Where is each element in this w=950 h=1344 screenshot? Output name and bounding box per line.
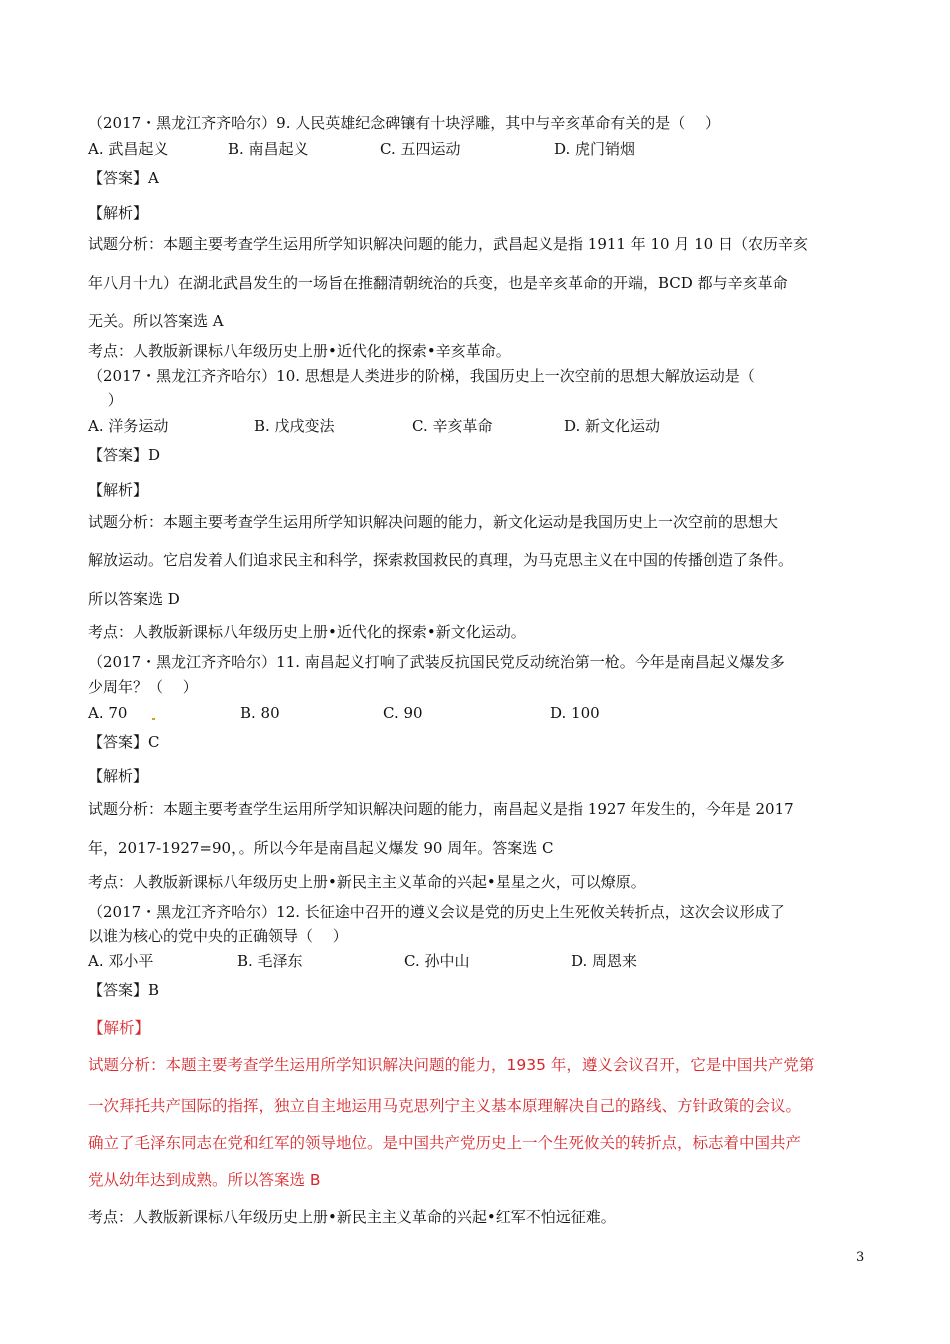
decorative-dot	[152, 718, 155, 720]
q9-option-b: B. 南昌起义	[228, 140, 309, 158]
q11-answer: 【答案】C	[88, 733, 160, 751]
q11-option-b: B. 80	[240, 704, 280, 722]
q12-analysis-line-4: 党从幼年达到成熟。所以答案选 B	[88, 1171, 321, 1189]
q10-analysis-line-2: 解放运动。它启发着人们追求民主和科学，探索救国救民的真理，为马克思主义在中国的传播创造了条件。	[88, 551, 794, 569]
q12-stem-line-2: 以谁为核心的党中央的正确领导（ ）	[88, 927, 348, 945]
q10-analysis-line-1: 试题分析：本题主要考查学生运用所学知识解决问题的能力，新文化运动是我国历史上一次空前的思想大	[88, 513, 779, 531]
q10-option-b: B. 戊戌变法	[254, 417, 335, 435]
q10-analysis-heading: 【解析】	[88, 481, 149, 499]
q9-analysis-line-3: 无关。所以答案选 A	[88, 312, 224, 330]
q9-stem-line-1: （2017・黑龙江齐齐哈尔）9. 人民英雄纪念碑镶有十块浮雕，其中与辛亥革命有关的是（ ）	[88, 114, 721, 132]
page-number: 3	[856, 1250, 865, 1265]
q9-answer: 【答案】A	[88, 169, 159, 187]
q10-stem-line-2: ）	[88, 391, 123, 409]
q10-analysis-line-3: 所以答案选 D	[88, 590, 180, 608]
q12-analysis-heading: 【解析】	[88, 1019, 151, 1037]
q9-analysis-heading: 【解析】	[88, 204, 149, 222]
q11-option-c: C. 90	[383, 704, 423, 722]
q12-answer: 【答案】B	[88, 981, 160, 999]
q12-option-d: D. 周恩来	[571, 952, 638, 970]
q10-option-d: D. 新文化运动	[564, 417, 661, 435]
q11-option-a: A. 70	[88, 704, 128, 722]
q12-analysis-line-3: 确立了毛泽东同志在党和红军的领导地位。是中国共产党历史上一个生死攸关的转折点，标志着中国共产	[88, 1134, 802, 1152]
q9-option-d: D. 虎门销烟	[554, 140, 636, 158]
q12-knowledge-point: 考点：人教版新课标八年级历史上册•新民主主义革命的兴起•红军不怕远征难。	[88, 1208, 616, 1226]
q10-stem-line-1: （2017・黑龙江齐齐哈尔）10. 思想是人类进步的阶梯，我国历史上一次空前的思想大解放运动是（	[88, 367, 755, 385]
q9-analysis-line-1: 试题分析：本题主要考查学生运用所学知识解决问题的能力，武昌起义是指 1911 年 10 月 10 日（农历辛亥	[88, 235, 808, 253]
q10-option-a: A. 洋务运动	[88, 417, 169, 435]
q11-knowledge-point: 考点：人教版新课标八年级历史上册•新民主主义革命的兴起•星星之火，可以燎原。	[88, 873, 646, 891]
q10-answer: 【答案】D	[88, 446, 161, 464]
q11-stem-line-2: 少周年？（ ）	[88, 678, 198, 696]
q11-analysis-heading: 【解析】	[88, 767, 149, 785]
q12-analysis-line-1: 试题分析：本题主要考查学生运用所学知识解决问题的能力，1935 年，遵义会议召开，它是中国共产党第	[88, 1056, 815, 1074]
q9-option-c: C. 五四运动	[380, 140, 461, 158]
q12-stem-line-1: （2017・黑龙江齐齐哈尔）12. 长征途中召开的遵义会议是党的历史上生死攸关转折点，这次会议形成了	[88, 903, 785, 921]
q12-option-c: C. 孙中山	[404, 952, 470, 970]
q11-analysis-line-1: 试题分析：本题主要考查学生运用所学知识解决问题的能力，南昌起义是指 1927 年发生的，今年是 2017	[88, 800, 794, 818]
q11-stem-line-1: （2017・黑龙江齐齐哈尔）11. 南昌起义打响了武装反抗国民党反动统治第一枪。今年是南昌起义爆发多	[88, 653, 785, 671]
q12-analysis-line-2: 一次拜托共产国际的指挥，独立自主地运用马克思列宁主义基本原理解决自己的路线、方针政策的会议。	[88, 1097, 802, 1115]
q11-option-d: D. 100	[550, 704, 600, 722]
q11-analysis-line-2: 年，2017-1927=90，。所以今年是南昌起义爆发 90 周年。答案选 C	[88, 839, 554, 857]
q10-knowledge-point: 考点：人教版新课标八年级历史上册•近代化的探索•新文化运动。	[88, 623, 526, 641]
q9-analysis-line-2: 年八月十九）在湖北武昌发生的一场旨在推翻清朝统治的兵变，也是辛亥革命的开端，BCD 都与辛亥革命	[88, 274, 788, 292]
q9-knowledge-point: 考点：人教版新课标八年级历史上册•近代化的探索•辛亥革命。	[88, 342, 511, 360]
q9-option-a: A. 武昌起义	[88, 140, 169, 158]
q12-option-a: A. 邓小平	[88, 952, 154, 970]
q12-option-b: B. 毛泽东	[237, 952, 303, 970]
q10-option-c: C. 辛亥革命	[412, 417, 493, 435]
